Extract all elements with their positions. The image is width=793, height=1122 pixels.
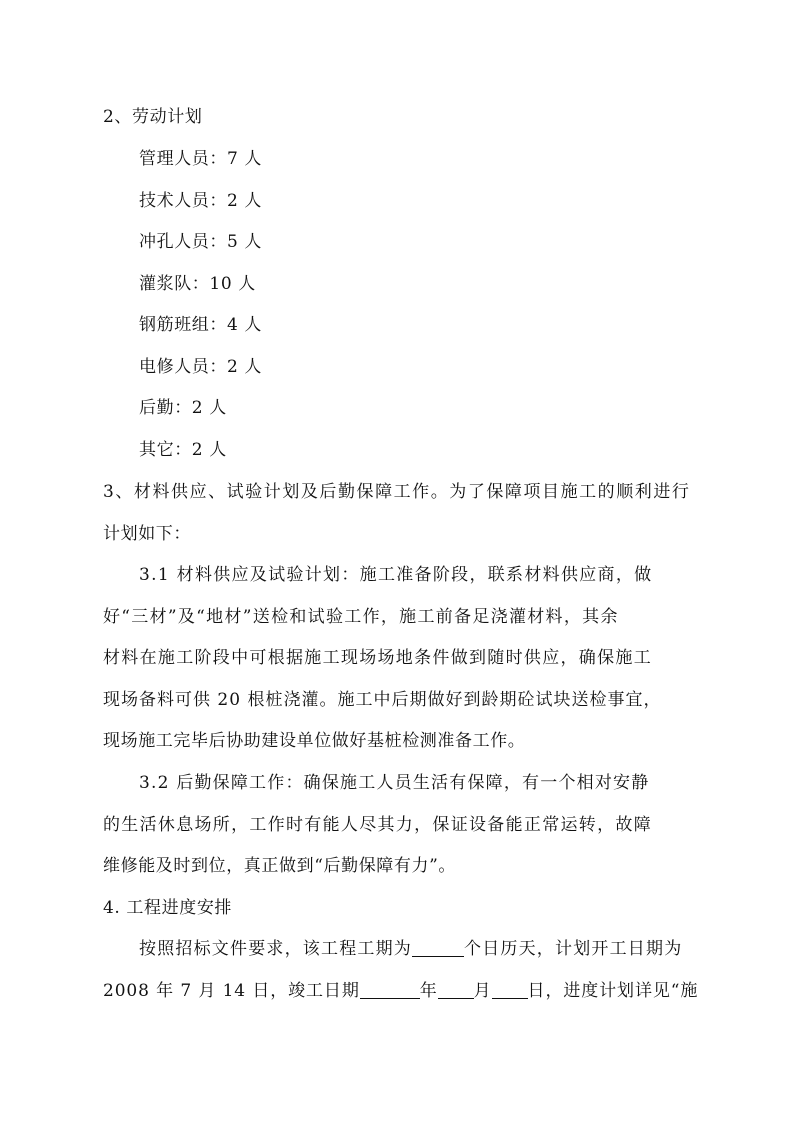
schedule-line-2	[103, 980, 698, 1002]
completion-day-blank	[492, 980, 528, 999]
supply-paragraph-line: 3.1 材料供应及试验计划：施工准备阶段，联系材料供应商，做	[139, 565, 653, 585]
labor-item: 后勤：2 人	[139, 398, 227, 418]
labor-item: 冲孔人员：5 人	[139, 232, 263, 252]
schedule-text: 月	[473, 981, 492, 1001]
logistics-paragraph-line: 3.2 后勤保障工作：确保施工人员生活有保障，有一个相对安静	[139, 773, 650, 793]
completion-month-blank	[438, 980, 474, 999]
schedule-line-1	[139, 938, 682, 960]
labor-item: 管理人员：7 人	[139, 149, 263, 169]
labor-item: 其它：2 人	[139, 440, 227, 460]
schedule-text: 2008 年 7 月 14 日，竣工日期	[103, 981, 360, 1001]
schedule-text: 日，进度计划详见“施	[527, 981, 699, 1001]
logistics-paragraph-line: 维修能及时到位，真正做到“后勤保障有力”。	[103, 856, 456, 876]
labor-item: 钢筋班组：4 人	[139, 315, 263, 335]
labor-item: 技术人员：2 人	[139, 191, 263, 211]
schedule-text: 年	[419, 981, 438, 1001]
labor-plan-heading: 2、劳动计划	[103, 107, 203, 127]
schedule-heading: 4. 工程进度安排	[103, 898, 233, 918]
supply-paragraph-line: 现场施工完毕后协助建设单位做好基桩检测准备工作。	[103, 731, 526, 751]
logistics-paragraph-line: 的生活休息场所，工作时有能人尽其力，保证设备能正常运转，故障	[103, 815, 652, 835]
materials-heading-line1: 3、材料供应、试验计划及后勤保障工作。为了保障项目施工的顺利进行	[103, 482, 691, 502]
labor-item: 灌浆队：10 人	[139, 274, 256, 294]
completion-year-blank	[360, 980, 420, 999]
labor-item: 电修人员：2 人	[139, 357, 263, 377]
materials-heading-line2: 计划如下：	[103, 524, 191, 544]
schedule-text: 个日历天，计划开工日期为	[464, 939, 683, 959]
duration-blank	[412, 938, 464, 957]
schedule-text: 按照招标文件要求，该工程工期为	[139, 939, 412, 959]
supply-paragraph-line: 材料在施工阶段中可根据施工现场场地条件做到随时供应，确保施工	[103, 648, 652, 668]
supply-paragraph-line: 现场备料可供 20 根桩浇灌。施工中后期做好到龄期砼试块送检事宜，	[103, 690, 662, 710]
supply-paragraph-line: 好“三材”及“地材”送检和试验工作，施工前备足浇灌材料，其余	[103, 607, 619, 627]
